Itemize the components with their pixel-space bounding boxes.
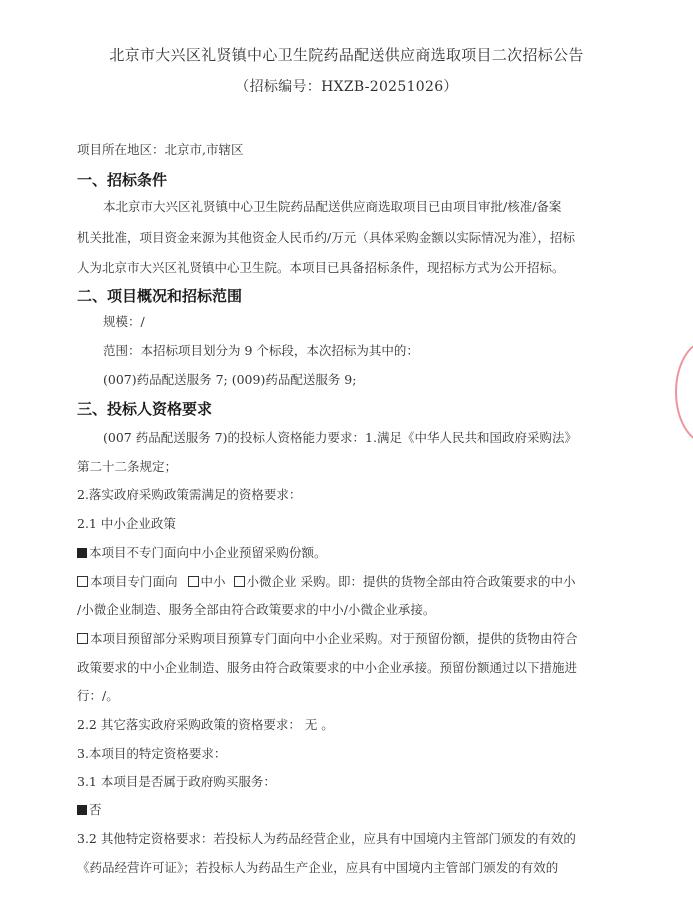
option-label: 本项目专门面向 xyxy=(90,574,178,589)
sme-option-dedicated-cont: /小微企业制造、服务全部由符合政策要求的中小/小微企业承接。 xyxy=(77,602,436,617)
project-scope: 范围：本招标项目划分为 9 个标段，本次招标为其中的： xyxy=(103,343,419,358)
project-scale: 规模：/ xyxy=(103,314,145,329)
option-label: 中小 xyxy=(200,574,226,589)
unchecked-checkbox-icon xyxy=(188,576,199,587)
checked-checkbox-icon xyxy=(77,805,87,815)
option-label: 本项目预留部分采购项目预算专门面向中小企业采购。对于预留份额，提供的货物由符合 xyxy=(90,631,578,646)
sme-option-reserved-cont: 政策要求的中小企业制造、服务由符合政策要求的中小企业承接。预留份额通过以下措施进 xyxy=(77,660,578,675)
project-location: 项目所在地区：北京市,市辖区 xyxy=(77,142,244,157)
section-3-heading: 三、投标人资格要求 xyxy=(77,400,213,418)
unchecked-checkbox-icon xyxy=(77,633,88,644)
other-specific-requirements: 《药品经营许可证》；若投标人为药品生产企业，应具有中国境内主管部门颁发的有效的 xyxy=(77,860,559,875)
qualification-line: 第二十二条规定； xyxy=(77,459,178,474)
bid-number: （招标编号：HXZB-20251026） xyxy=(235,79,458,95)
specific-requirements-heading: 3.本项目的特定资格要求： xyxy=(77,746,227,761)
sme-option-reserved-cont: 行：/。 xyxy=(77,688,119,703)
government-service-answer xyxy=(77,802,102,818)
policy-requirements: 2.落实政府采购政策需满足的资格要求： xyxy=(77,487,302,502)
section-1-paragraph-line: 人为北京市大兴区礼贤镇中心卫生院。本项目已具备招标条件，现招标方式为公开招标。 xyxy=(77,260,565,275)
unchecked-checkbox-icon xyxy=(77,576,88,587)
other-specific-requirements: 3.2 其他特定资格要求：若投标人为药品经营企业，应具有中国境内主管部门颁发的有效的 xyxy=(77,831,576,846)
qualification-line: (007 药品配送服务 7)的投标人资格能力要求：1.满足《中华人民共和国政府采购法》 xyxy=(103,430,577,445)
section-2-heading: 二、项目概况和招标范围 xyxy=(77,287,243,305)
project-lots: (007)药品配送服务 7; (009)药品配送服务 9; xyxy=(103,372,357,387)
unchecked-checkbox-icon xyxy=(234,576,245,587)
section-1-paragraph-line: 本北京市大兴区礼贤镇中心卫生院药品配送供应商选取项目已由项目审批/核准/备案 xyxy=(103,199,562,214)
option-label: 否 xyxy=(89,802,102,817)
option-label: 小微企业 采购。即：提供的货物全部由符合政策要求的中小 xyxy=(246,574,576,589)
option-label: 本项目不专门面向中小企业预留采购份额。 xyxy=(89,545,327,560)
section-1-heading: 一、招标条件 xyxy=(77,171,168,189)
document-title: 北京市大兴区礼贤镇中心卫生院药品配送供应商选取项目二次招标公告 xyxy=(109,46,584,64)
red-seal-stamp xyxy=(675,340,693,444)
sme-option-dedicated xyxy=(77,574,575,590)
government-service-question: 3.1 本项目是否属于政府购买服务： xyxy=(77,774,276,789)
checked-checkbox-icon xyxy=(77,548,87,558)
sme-option-not-reserved xyxy=(77,545,327,561)
sme-option-reserved xyxy=(77,631,578,647)
sme-policy-heading: 2.1 中小企业政策 xyxy=(77,516,176,531)
other-policy-requirements: 2.2 其它落实政府采购政策的资格要求： 无 。 xyxy=(77,717,334,732)
section-1-paragraph-line: 机关批准，项目资金来源为其他资金人民币约/万元（具体采购金额以实际情况为准），招标 xyxy=(77,230,575,245)
